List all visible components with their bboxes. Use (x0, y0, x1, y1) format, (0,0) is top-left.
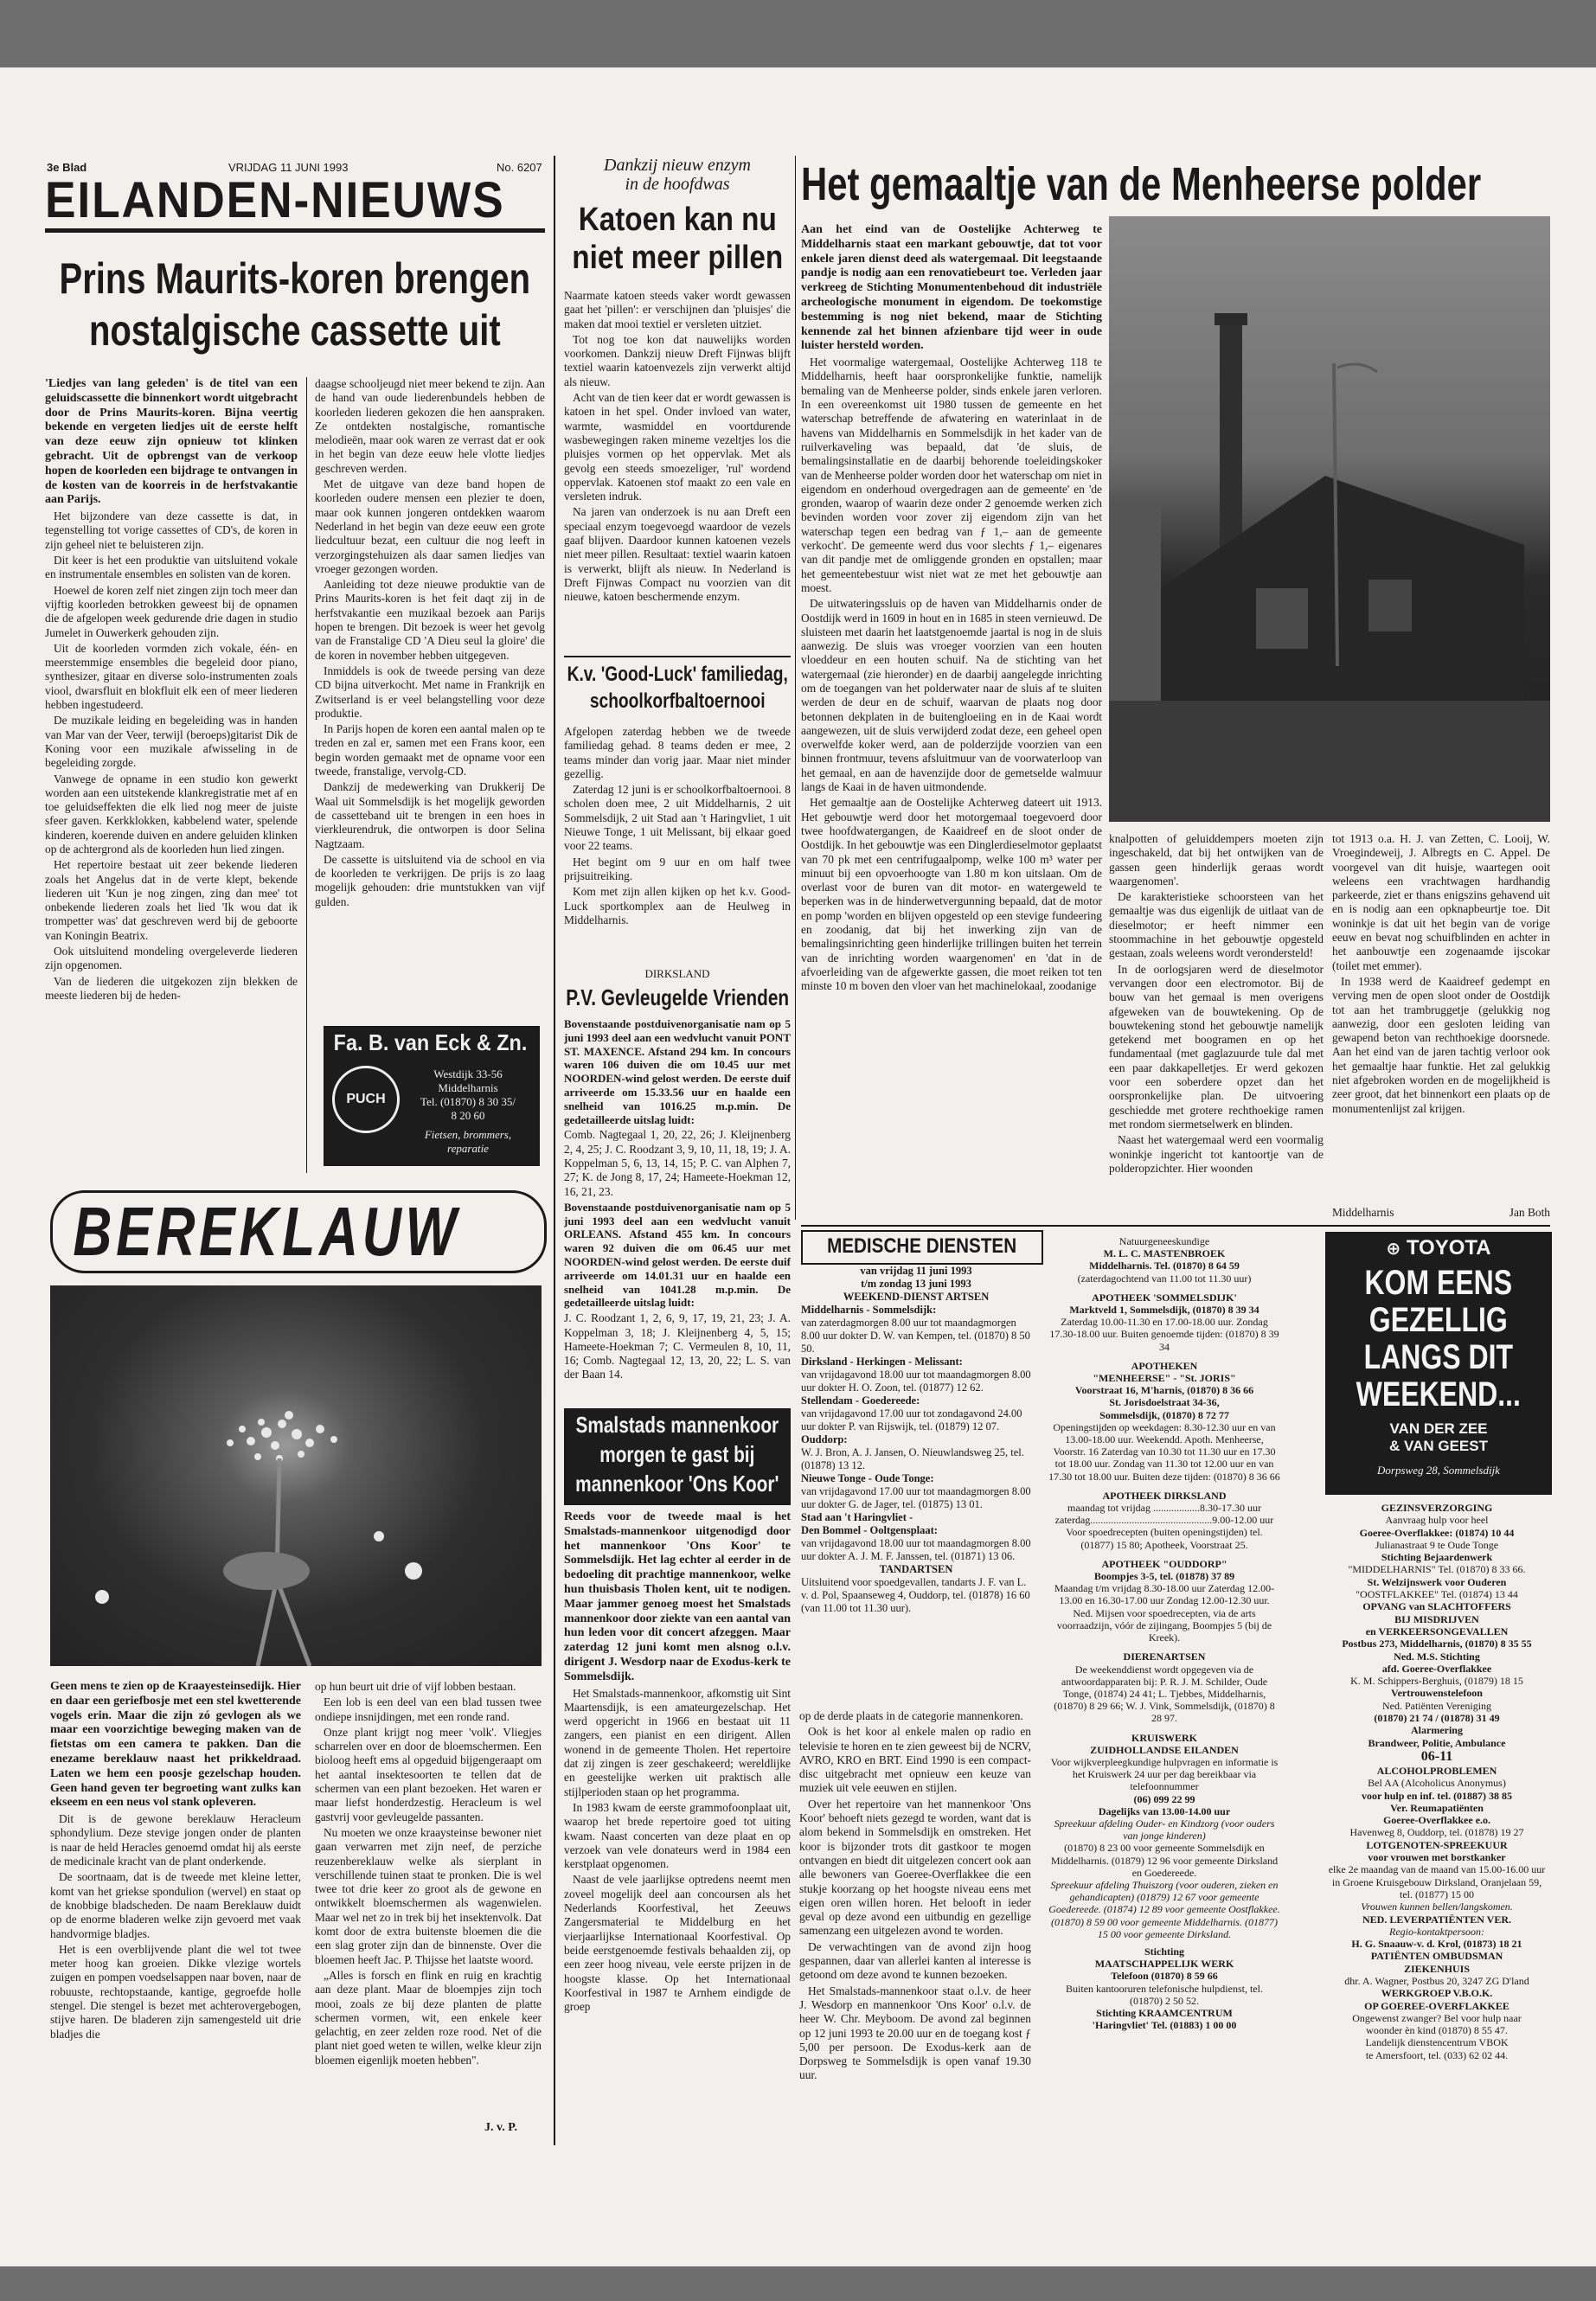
bereklauw-photo (50, 1285, 542, 1666)
smalstads-paragraph: In 1983 kwam de eerste grammofoonplaat uit, waarop het brede repertoire goed tot uiting kwam. Naast concerten van deze plaat en op verzoek van vele donateurs werd in 1984 een kerstplaat opgenomen. (564, 1800, 791, 1871)
medische-title: MEDISCHE DIENSTEN (827, 1234, 1017, 1258)
smalstads-column-2 (799, 1709, 1031, 2142)
apotheek-sommelsdijk-address: Marktveld 1, Sommelsdijk, (01870) 8 39 34 (1069, 1304, 1259, 1317)
medische-area-text: van vrijdagavond 17.00 uur tot zondagavond 24.00 uur dokter P. van Rijswijk, tel. (01879) 12 07. (801, 1407, 1022, 1433)
gezins-line: te Amersfoort, tel. (033) 62 02 44. (1365, 2048, 1509, 2061)
gezins-line: "MIDDELHARNIS" Tel. (01870) 8 33 66. (1348, 1563, 1526, 1576)
bereklauw-paragraph: Dit is de gewone bereklauw Heracleum sphondylium. Deze stevige jongen onder de planten is naar de held Heracles genoemd omdat hij als eerste de medicinale kracht van de plant onderkende. (50, 1812, 301, 1868)
smalstads-headline (564, 1408, 791, 1505)
smalstads-headline-line1: Smalstads mannenkoor (575, 1412, 779, 1438)
enzym-kicker-line1: Dankzij nieuw enzym (604, 156, 751, 175)
ad-van-eck-city: Middelharnis (438, 1081, 498, 1094)
smalstads-paragraph: Het Smalstads-mannenkoor staat o.l.v. de heer J. Wesdorp en mannenkoor 'Ons Koor' o.l.v. de heer W. Chr. Meyboom. De avond zal beginnen op 12 juni 1993 te 20.00 uur en de toegang kost ƒ 5,00 per persoon. De Exodus-kerk aan de Dorpsweg te Sommelsdijk is open vanaf 19.30 uur. (799, 1984, 1031, 2082)
bereklauw-author: J. v. P. (484, 2121, 517, 2134)
gezins-line: Ned. Patiënten Vereniging (1381, 1699, 1492, 1712)
ad-toyota (1325, 1232, 1552, 1495)
gezins-line: Aanvraag hulp voor heel (1385, 1514, 1489, 1527)
kruiswerk-phones: (01870) 8 23 00 voor gemeente Sommelsdijk en Middelharnis. (01879) 12 96 voor gemeente Dirksland en Goedereede. (1050, 1842, 1279, 1879)
kruiswerk: KRUISWERK (1131, 1731, 1197, 1744)
apotheken-address: Voorstraat 16, M'harnis, (01870) 8 36 66 (1074, 1384, 1254, 1397)
medische-area: Ouddorp: (801, 1433, 848, 1445)
kruiswerk-region: ZUIDHOLLANDSE EILANDEN (1090, 1743, 1239, 1756)
prins-paragraph: Dit keer is het een produktie van uitsluitend vokale en instrumentale ensembles en solisten van de koren. (45, 554, 298, 581)
medische-area: Middelharnis - Sommelsdijk: (801, 1304, 937, 1316)
goodluck-paragraph: Het begint om 9 uur en om half twee prijsuitreiking. (564, 855, 791, 882)
gezins-line: afd. Goeree-Overflakkee (1381, 1662, 1492, 1675)
goodluck-headline (564, 661, 791, 718)
gemaal-paragraph: Het gemaaltje aan de Oostelijke Achterweg dateert uit 1913. Het gebouwtje werd door het motorgemaal toegevoerd door twee hoofdwatergangen, de Kaaidreef en de sloot onder de Oostdijk. In het gebouwtje was een Dinglerdieselmotor geplaatst van 70 pk met een centrifugaalpomp, welke 100 m³ water per minuut bij een opvoerhoogte van 1.80 m kon uitslaan. Om de overlast voor de buren van dit motor- en watergeweld te beperken was in de hinderwetvergunning bepaald, dat de motor en pomp 'worden en blijven opgesteld op een stevige fundeering en zoodanig, dat bij het inwerking zijn van de bemalingsinrichting geen hinderlijke trillingen buiten het terrein van de inrichting worden waargenomen' en 'dat in de afvoerleiding van de afgewerkte gassen, die moet reiken tot ten minste 10 m boven den vloer van het machinelokaal, zoodanige (801, 796, 1102, 993)
medische-naturopath-phone: Middelharnis. Tel. (01870) 8 64 59 (1089, 1259, 1240, 1272)
gemaal-column-3 (1332, 832, 1550, 1204)
prins-paragraph: Dankzij de medewerking van Drukkerij De Waal uit Sommelsdijk is het mogelijk geworden de cassetteband uit te brengen in een hoes in vierkleurendruk, die ontworpen is door Selina Nagtzaam. (315, 780, 545, 850)
medische-area: Dirksland - Herkingen - Melissant: (801, 1356, 963, 1368)
gezins-line: Regio-kontaktpersoon: (1389, 1925, 1484, 1938)
bereklauw-column-1 (50, 1680, 301, 2130)
prins-headline-line1: Prins Maurits-koren brengen (59, 254, 531, 303)
gezins-line: WERKGROEP V.B.O.K. (1381, 1987, 1493, 2000)
goodluck-headline-line1: K.v. 'Good-Luck' familiedag, (567, 663, 788, 686)
gezins-line: LOTGENOTEN-SPREEKUUR (1366, 1838, 1508, 1851)
stichting-kraamcentrum-phone: 'Haringvliet' Tel. (01883) 1 00 00 (1092, 2019, 1237, 2032)
enzym-headline-line1: Katoen kan nu (578, 202, 777, 238)
kruiswerk-hours: Dagelijks van 13.00-14.00 uur (1098, 1804, 1231, 1817)
smalstads-headline-line3: mannenkoor 'Ons Koor' (575, 1471, 779, 1497)
kruiswerk-thuiszorg: Spreekuur afdeling Thuiszorg (voor ouderen, zieken en gehandicapten) (01879) 12 67 voor gemeente Goedereede. (01874) 12 89 voor gemeente Oostflakkee. (01870) 8 59 00 voor gemeente Middelharnis. (01877) 15 00 voor gemeente Dirksland. (1048, 1878, 1280, 1940)
apotheek-dirksland: APOTHEEK DIRKSLAND (1102, 1489, 1227, 1502)
medische-area-text: van vrijdagavond 17.00 uur tot maandagmorgen 8.00 uur dokter G. de Jager, tel. (01875) 13 01. (801, 1485, 1031, 1510)
gemaal-paragraph: knalpotten of geluiddempers moeten zijn ingeschakeld, dat bij het ontwijken van de gassen geen hinderlijk geraas wordt waargenomen'. (1109, 832, 1324, 888)
enzym-body (564, 289, 791, 642)
pv-results-1: Comb. Nagtegaal 1, 20, 22, 26; J. Kleijnenberg 2, 4, 25; J. C. Roodzant 3, 9, 10, 11, 18, 19; J. A. Koppelman 5, 6, 13, 14, 15; P. C. van Alphen 7, 27; K. de Jong 8, 17, 24; Hameete-Hoekman 12, 16, 21, 23. (564, 1128, 791, 1198)
gezins-line: Vertrouwenstelefoon (1391, 1687, 1483, 1700)
gezins-line: dhr. A. Wagner, Postbus 20, 3247 ZG D'land (1344, 1974, 1529, 1987)
masthead-title: EILANDEN-NIEUWS (45, 176, 505, 226)
gemaal-paragraph: In 1938 werd de Kaaidreef gedempt en verving men de open sloot onder de Oostdijk tot aan het trambruggetje (gelukkig nog aanwezig, door een gesloten leiding van gewapend beton van rechthoekige doorsnede. Aan het eind van de jaren tachtig verloor ook het gemaaltje haar funktie. Het zal gelukkig niet afgebroken worden en de mogelijkheid is zeer groot, dat het binnenkort een plaats op de monumentenlijst zal krijgen. (1332, 974, 1550, 1115)
gemaal-place: Middelharnis (1332, 1206, 1394, 1219)
gezins-line: St. Welzijnswerk voor Ouderen (1367, 1575, 1507, 1588)
prins-paragraph: Uit de koorleden vormden zich vokale, één- en meerstemmige ensembles die begeleid door piano, synthesizer, gitaar en diverse solo-instrumenten zoals viool, dwarsfluit en blokfluit elk een of meer liederen hebben ingestudeerd. (45, 641, 298, 712)
toyota-slogan-line: KOM EENS (1364, 1265, 1513, 1302)
gezins-line: Ned. M.S. Stichting (1394, 1650, 1480, 1663)
prins-lead: 'Liedjes van lang geleden' is de titel van een geluidscassette die binnenkort wordt uitgebracht door de Prins Maurits-koren. Bijna veertig bekende en vergeten liedjes uit de eerste helft van deze eeuw zijn opnieuw tot klinken gebracht. Uit de opbrengst van de verkoop hopen de koorleden een bijdrage te ontvangen in de kosten van de koorreis in de herfstvakantie aan Parijs. (45, 377, 298, 507)
bereklauw-paragraph: Een lob is een deel van een blad tussen twee ondiepe insnijdingen, met een ronde rand. (315, 1695, 542, 1723)
enzym-headline (564, 201, 791, 280)
gezins-line: voor vrouwen met borstkanker (1368, 1851, 1506, 1864)
gezins-line: OPVANG van SLACHTOFFERS (1362, 1600, 1511, 1613)
toyota-dealer-line: VAN DER ZEE (1389, 1420, 1488, 1437)
medische-area-text: van vrijdagavond 18.00 uur tot maandagmorgen 8.00 uur dokter A. J. M. F. Janssen, tel. (01871) 13 06. (801, 1537, 1031, 1562)
smalstads-paragraph: op de derde plaats in de categorie mannenkoren. (799, 1709, 1023, 1722)
goodluck-headline-line2: schoolkorfbaltoernooi (589, 689, 766, 713)
gemaal-signature (1332, 1206, 1550, 1220)
gezins-line: H. G. Snaauw-v. d. Krol, (01873) 18 21 (1351, 1938, 1522, 1951)
medische-naturopath: Natuurgeneeskundige (1118, 1235, 1210, 1247)
page-number: 3e Blad (47, 161, 87, 174)
prins-paragraph: In Parijs hopen de koren een aantal malen op te treden en zal er, samen met een Frans koor, een begin worden gemaakt met de opname voor een tweede, franstalige, vervolg-CD. (315, 722, 545, 779)
kruiswerk-number: (06) 099 22 99 (1133, 1792, 1195, 1805)
issue-number: No. 6207 (497, 161, 542, 174)
section-rule (801, 1225, 1550, 1227)
kruiswerk-spreekuur: Spreekuur afdeling Ouder- en Kindzorg (voor ouders van jonge kinderen) (1054, 1817, 1275, 1843)
smalstads-paragraph: Het Smalstads-mannenkoor, afkomstig uit Sint Maartensdijk, is een amateurgezelschap. Het werd opgericht in 1966 en bestaat uit 11 zangers, een pianist en een dirigent. Allen wonend in de gemeente Tholen. Het repertoire dat zij zingen is zeer geschakeerd; wereldlijke en geestelijke werken uit praktisch alle stijlperioden staan op het programma. (564, 1686, 791, 1798)
gezins-line: Brandweer, Politie, Ambulance (1368, 1736, 1506, 1749)
gezins-line: (01870) 21 74 / (01878) 31 49 (1374, 1712, 1500, 1725)
medische-subtitle: WEEKEND-DIENST ARTSEN (843, 1291, 990, 1303)
issue-date: VRIJDAG 11 JUNI 1993 (228, 161, 349, 174)
enzym-kicker-line2: in de hoofdwas (625, 175, 730, 194)
ad-van-eck-tagline2: reparatie (447, 1142, 489, 1155)
gezins-line: BIJ MISDRIJVEN (1394, 1612, 1479, 1625)
gemaal-column-1 (801, 223, 1102, 1221)
pv-results-2: J. C. Roodzant 1, 2, 6, 9, 17, 19, 21, 23; J. A. Koppelman 3, 18; J. Kleijnenberg 4, 5, 15; Hameete-Hoekman 7; C. Vermeulen 8, 10, 11, 16; Comb. Nagtegaal 12, 13, 20, 22; L. S. van der Baan 14. (564, 1311, 791, 1381)
prins-paragraph: daagse schooljeugd niet meer bekend te zijn. Aan de hand van oude liederenbundels hebben de koorleden liederen gekozen die hen aanspraken. Ze ontdekten nostalgische, romantische melodieën, maar ook waren ze verrast dat er ook in het begin van deze eeuw hele vlotte liedjes geschreven werden. (315, 377, 545, 475)
bereklauw-lead: Geen mens te zien op de Kraayesteinsedijk. Hier en daar een geriefbosje met een stel kwetterende vogels erin. Maar die zijn zó gevlogen als we maar een voorzichtige beweging maken van de fietstas om een camera te pakken. Dan die enezame bereklauw naast het prikkeldraad. Laten we hem een poosje gezelschap houden. Geen hand geven ter begroeting want zulks kan ekseem en een neus vol stank opleveren. (50, 1680, 301, 1810)
apotheek-ouddorp: APOTHEEK "OUDDORP" (1101, 1557, 1227, 1570)
gezins-line: K. M. Schippers-Berghuis, (01879) 18 15 (1350, 1675, 1523, 1688)
prins-paragraph: Van de liederen die uitgekozen zijn blekken de meeste liederen bij de heden- (45, 974, 298, 1002)
apotheken-address: St. Jorisdoelstraat 34-36, (1109, 1396, 1220, 1409)
stichting-phone: Telefoon (01870) 8 59 66 (1111, 1970, 1218, 1983)
toyota-brand-text: TOYOTA (1406, 1236, 1491, 1259)
smalstads-paragraph: De verwachtingen van de avond zijn hoog gespannen, daar van allerlei kanten al interesse is getoond om deze avond te kunnen bezoeken. (799, 1939, 1031, 1982)
medische-tandartsen: TANDARTSEN (879, 1563, 953, 1575)
enzym-paragraph: Acht van de tien keer dat er wordt gewassen is katoen in het spel. Onder invloed van water, warmte, wasmiddel en voortdurende wasbewegingen raken mineme vezeltjes los die pluisjes vormen op het oppervlak. Met als gevolg een steeds smoezeliger, 'rul' wordend oppervlak. Katoenen stof maakt zo een vale en versleten indruk. (564, 391, 791, 503)
gezins-line: Vrouwen kunnen bellen/langskomen. (1361, 1900, 1513, 1913)
bereklauw-title: BEREKLAUW (73, 1193, 461, 1270)
ad-van-eck-name: Fa. B. van Eck & Zn. (333, 1029, 528, 1055)
gezins-line: elke 2e maandag van de maand van 15.00-16.00 uur in Groene Kruisgebouw Dirksland, Oranjelaan 59, tel. (01877) 15 00 (1328, 1863, 1546, 1900)
dierenartsen-text: De weekenddienst wordt opgegeven via de antwoordapparaten bij: P. R. J. M. Schilder, Oude Tonge, (01874) 24 41; L. Tjebbes, Middelharnis, (01870) 8 29 66; W. J. Vink, Sommelsdijk, (01870) 8 28 97. (1054, 1663, 1275, 1725)
gezins-emergency-number: 06-11 (1420, 1748, 1453, 1764)
puch-logo-text: PUCH (346, 1092, 386, 1106)
prins-column-2 (315, 377, 545, 1009)
gezins-column (1325, 1502, 1548, 2144)
toyota-slogan-line: LANGS DIT (1363, 1338, 1514, 1376)
toyota-logo-icon: ⊕ (1386, 1240, 1401, 1259)
medische-title-box (801, 1230, 1043, 1265)
toyota-brand (1327, 1234, 1550, 1264)
stichting-hulpdienst: Buiten kantooruren telefonische hulpdienst, tel. (01870) 2 50 52. (1066, 1982, 1263, 2007)
smalstads-column-1 (564, 1510, 791, 2142)
pumping-station-illustration (1109, 216, 1550, 822)
gezins-line: Ver. Reumapatiënten (1390, 1801, 1484, 1814)
bereklauw-paragraph: „Alles is forsch en flink en ruig en krachtig aan deze plant. Maar de bloempjes zijn toch mooi, zoals ze bij deze planten de platte schermen vormen, wit, een enkele keer gelachtig, en zeer zelden roze rood. Net of die plant niet goed weten te willen, welke kleur zijn bloemen eigenlijk moeten hebben". (315, 1968, 542, 2067)
toyota-dealer-line: & VAN GEEST (1389, 1438, 1488, 1454)
dierenartsen: DIERENARTSEN (1123, 1650, 1206, 1663)
column-divider (306, 377, 307, 1173)
gezins-title: GEZINSVERZORGING (1381, 1502, 1493, 1514)
bereklauw-banner (50, 1190, 547, 1273)
medische-area: Stad aan 't Haringvliet - (801, 1511, 913, 1523)
stichting-maatschappelijk: MAATSCHAPPELIJK WERK (1094, 1958, 1234, 1971)
smalstads-headline-line2: morgen te gast bij (599, 1441, 755, 1467)
medische-area: Stellendam - Goedereede: (801, 1394, 920, 1407)
stichting-kraamcentrum: Stichting KRAAMCENTRUM (1096, 2006, 1233, 2019)
gemaal-headline: Het gemaaltje van de Menheerse polder (801, 158, 1482, 210)
toyota-address: Dorpsweg 28, Sommelsdijk (1377, 1464, 1500, 1477)
gemaal-paragraph: In de oorlogsjaren werd de dieselmotor vervangen door een electromotor. Bij de bouw van het gemaal is men overigens afgeweken van de bouwtekening. Op de bouwtekening stond het gebouwtje namelijk getekend met boogramen en op het fundamentaal (met gaglazuurde tule dal met een paar dakkapelletjes. Er werd gekozen voor een soberdere opzet dan het oorspronkelijke plan. De uitvoering geschiedde met grotere rechthoekige ramen met rondom siermetselwerk en blinden. (1109, 962, 1324, 1131)
prins-headline-line2: nostalgische cassette uit (88, 306, 501, 355)
prins-column-1 (45, 377, 298, 1173)
gemaal-paragraph: Naast het watergemaal werd een voormalig woninkje ingericht tot kantoortje van de polderopzichter. Hier woonden (1109, 1133, 1324, 1175)
medische-area: Den Bommel - Ooltgensplaat: (801, 1524, 938, 1536)
medische-area: Nieuwe Tonge - Oude Tonge: (801, 1472, 934, 1484)
gezins-line: Julianastraat 9 te Oude Tonge (1375, 1538, 1499, 1551)
gezins-line: Bel AA (Alcoholicus Anonymus) (1368, 1777, 1506, 1790)
gemaal-paragraph: De karakteristieke schoorsteen van het gemaaltje was dus eigenlijk de uitlaat van de dieselmotor; er heeft nimmer een stoommachine in het gebouwtje opgesteld gestaan, zoals weleens wordt verondersteld! (1109, 890, 1324, 960)
gezins-line: en VERKEERSONGEVALLEN (1365, 1625, 1509, 1638)
apotheken-address: Sommelsdijk, (01870) 8 72 77 (1099, 1408, 1229, 1421)
prins-paragraph: Het repertoire bestaat uit zeer bekende liederen zoals het Angelus dat in de verte klept, bekende liederen uit 'Kun je nog zingen, zing dan mee' tot onbekende liederen zoals het lied 'Ik wou dat ik trompetter was' dat geschreven werd bij de geboorte van Koningin Beatrix. (45, 858, 298, 942)
bereklauw-paragraph: Het is een overblijvende plant die wel tot twee meter hoog kan groeien. Dikke vlezige wortels zuigen en pompen voedselsappen naar boven, naar de robuuste, rechtopstaande, kantige, gegroefde holle stengel. Die stengel is bezet met achterovergebogen, stijve haren. De bladeren zijn samengesteld uit drie bladjes die (50, 1942, 301, 2041)
prins-paragraph: Inmiddels is ook de tweede persing van deze CD bijna uitverkocht. Met name in Frankrijk en Zwitserland is er veel belangstelling voor deze produktie. (315, 663, 545, 720)
medische-area-text: van vrijdagavond 18.00 uur tot maandagmorgen 8.00 uur dokter H. O. Zoon, tel. (01877) 12 62. (801, 1368, 1031, 1394)
gezins-line: PATIËNTEN OMBUDSMAN (1370, 1950, 1503, 1963)
medische-area-text: van zaterdagmorgen 8.00 uur tot maandagmorgen 8.00 uur dokter D. W. van Kempen, tel. (01870) 8 50 50. (801, 1317, 1030, 1355)
page-divider (554, 156, 555, 2145)
prins-paragraph: De muzikale leiding en begeleiding was in handen van Mar van der Veer, terwijl (beroeps)gitarist Dik de Koning voor een muzikale afwisseling in de begeleiding zorgde. (45, 714, 298, 770)
kruiswerk-text: Voor wijkverpleegkundige hulpvragen en informatie is het Kruiswerk 24 uur per dag bereikbaar via telefoonnummer (1050, 1755, 1279, 1793)
gemaal-headline-wrap (801, 156, 1550, 213)
enzym-paragraph: Naarmate katoen steeds vaker wordt gewassen gaat het 'pillen': er verschijnen dan 'pluisjes' die maken dat mooi textiel er versleten uitziet. (564, 289, 791, 330)
pv-body (564, 1017, 791, 1398)
goodluck-paragraph: Zaterdag 12 juni is er schoolkorfbaltoernooi. 8 scholen doen mee, 2 uit Middelharnis, 2 uit Sommelsdijk, 2 uit Stad aan 't Haringvliet, 1 uit Nieuwe Tonge, 1 uit Melissant, bij elkaar goed voor 22 teams. (564, 783, 791, 853)
masthead-rule (45, 228, 545, 233)
gezins-line: NED. LEVERPATIËNTEN VER. (1362, 1913, 1512, 1926)
gezins-line: Landelijk dienstencentrum VBOK (1365, 2036, 1509, 2049)
prins-paragraph: Het bijzondere van deze cassette is dat, in tegenstelling tot vorige cassettes of CD's, de koren in zijn geheel niet te beluisteren zijn. (45, 510, 298, 551)
gezins-line: Goeree-Overflakkee: (01874) 10 44 (1359, 1526, 1515, 1539)
toyota-slogan-line: WEEKEND... (1356, 1375, 1521, 1413)
pv-headline-wrap (564, 983, 791, 1012)
medische-area-text: W. J. Bron, A. J. Jansen, O. Nieuwlandsweg 25, tel. (01878) 13 12. (801, 1446, 1024, 1471)
gezins-line: Havenweg 8, Ouddorp, tel. (01878) 19 27 (1349, 1826, 1524, 1839)
prins-paragraph: Hoewel de koren zelf niet zingen zijn toch meer dan vijftig koorleden betrokken geweest bij de opnamen die de afgelopen week gedurende drie dagen in studio Jumelet in Ouwerkerk gehouden zijn. (45, 583, 298, 639)
gemaal-column-2 (1109, 832, 1324, 1221)
apotheek-sommelsdijk: APOTHEEK 'SOMMELSDIJK' (1092, 1291, 1237, 1304)
gezins-line: ZIEKENHUIS (1403, 1962, 1471, 1975)
hogweed-illustration (50, 1285, 542, 1666)
pv-lead-1: Bovenstaande postduivenorganisatie nam op 5 juni 1993 deel aan een wedvlucht vanuit PONT ST. MAXENCE. Afstand 294 km. In concours waren 106 duiven die om 10.45 uur met NOORDEN-wind gelost werden. De eerste duif arriveerde om 15.33.56 uur en haalde een snelheid van 1016.25 m.p.min. De gedetailleerde uitslag luidt: (564, 1017, 791, 1126)
apotheken-hours: Openingstijden op weekdagen: 8.30-12.30 uur en van 13.00-18.00 uur. Weekendd. Apoth. Menheerse, Voorstr. 16 Zaterdag van 10.30 tot 11.30 uur en 17.30 tot 18.00 uur. Zondag van 11.30 tot 12.00 uur en van 17.30 tot 18.00 uur. Buiten deze tijden: (01870) 8 36 66 (1048, 1420, 1280, 1483)
medische-column-1 (801, 1265, 1031, 1715)
toyota-slogan (1327, 1265, 1550, 1413)
ad-van-eck-phone: Tel. (01870) 8 30 35/ (420, 1095, 516, 1108)
gezins-line: Ongewenst zwanger? Bel voor hulp naar (1352, 2011, 1522, 2024)
gemaal-lead: Aan het eind van de Oostelijke Achterweg te Middelharnis staat een markant gebouwtje, dat tot voor enkele jaren dienst deed als watergemaal. Dit leegstaande pandje is nodig aan een renovatiebeurt toe. Verleden jaar verkreeg de Stichting Monumentenbehoud dit industriële archeologische monument in eigendom. De toekomstige bestemming is nog niet bekend, maar de Stichting kennende zal het binnen afzienbare tijd weer in oude luister hersteld worden. (801, 223, 1102, 353)
medische-naturopath-name: M. L. C. MASTENBROEK (1103, 1247, 1226, 1260)
enzym-paragraph: Na jaren van onderzoek is nu aan Dreft een speciaal enzym toegevoegd waardoor de vezels gaaf blijven. Daardoor kunnen katoenen vezels niet meer pillen. Resultaat: textiel waarin katoen is verwerkt, blijft als nieuw. In Nederland is Dreft Fijnwas Compact nu voorzien van dit nieuwe, katoen beschermende enzym. (564, 505, 791, 604)
apotheek-sommelsdijk-hours: Zaterdag 10.00-11.30 en 17.00-18.00 uur. Zondag 17.30-18.00 uur. Buiten genoemde tijden: (01870) 8 39 34 (1049, 1316, 1279, 1353)
bereklauw-paragraph: op hun beurt uit drie of vijf lobben bestaan. (315, 1680, 516, 1693)
medische-tandartsen-text: Uitsluitend voor spoedgevallen, tandarts J. F. van L. v. d. Pol, Spaanseweg 4, Ouddorp, tel. (01878) 16 60 (van 11.00 tot 11.30 uur). (801, 1576, 1030, 1614)
gezins-line: woonder èn kind (01870) 8 55 47. (1366, 2024, 1508, 2037)
apotheek-ouddorp-address: Boompjes 3-5, tel. (01878) 37 89 (1093, 1570, 1235, 1583)
prins-paragraph: Aanleiding tot deze nieuwe produktie van de Prins Maurits-koren is het feit daqt zij in de herfstvakantie een muzikaal bezoek aan Parijs hopen te brengen. Dit bezoek is weer het gevolg van de Franstalige CD 'A Dieu seul la gloire' die de koren in november hebben uitgegeven. (315, 578, 545, 662)
prins-paragraph: Met de uitgave van deze band hopen de koorleden oudere mensen een plezier te doen, maar ook kunnen jongeren ontdekken waarom Nederland in het begin van deze eeuw een grote liedcultuur bezat, een cultuur die nog leeft in verzorgingstehuizen als daar samen liedjes van vroeger gezongen worden. (315, 478, 545, 575)
pv-headline: P.V. Gevleugelde Vrienden (566, 984, 790, 1010)
prins-paragraph: Vanwege de opname in een studio kon gewerkt worden aan een uitstekende klankregistratie met af en toe geluidseffekten die elk lied nog meer de juiste sfeer gaven. Kerkklokken, kabbelend water, spelende kinderen, koerende duiven en andere geluiden klinken op de achtergrond als de koorleden hun lied zingen. (45, 772, 298, 856)
gezins-line: Goeree-Overflakkee e.o. (1382, 1814, 1491, 1827)
medische-naturopath-hours: (zaterdagochtend van 11.00 tot 11.30 uur) (1077, 1272, 1252, 1285)
gemaal-photo (1109, 216, 1550, 822)
pv-kicker: DIRKSLAND (644, 967, 710, 980)
gezins-line: OP GOEREE-OVERFLAKKEE (1364, 1999, 1509, 2012)
gezins-line: Stichting Bejaardenwerk (1381, 1551, 1493, 1564)
ad-van-eck-address: Westdijk 33-56 (433, 1067, 503, 1080)
prins-headline (45, 253, 545, 365)
goodluck-paragraph: Kom met zijn allen kijken op het k.v. Good-Luck sportkomplex aan de Heulweg in Middelharnis. (564, 885, 791, 926)
gemaal-author: Jan Both (1509, 1206, 1550, 1219)
gemaal-paragraph: Het voormalige watergemaal, Oostelijke Achterweg 118 te Middelharnis, heeft haar oorspronkelijke funktie, namelijk bemaling van de Menheerse polder, sinds enkele jaren verloren. In een overeenkomst uit 1980 tussen de gemeente en het waterschap betreffende de afwatering en waterinlaat in de havens van Middelharnis en Sommelsdijk in het kader van de ruilverkaveling was bepaald, dat 'de sluis, de bemalingsinstallatie en de daarbij behorende toeleidingskoker van de Menheerse polder worden door het waterschap om niet in eigendom en onderhoud overgedragen aan de gemeente' en 'de gronden, waarop of waarin deze onder 2 genoemde werken zich bevinden worden voor zover zij eigendom zijn van het waterschap tegen een bedrag van ƒ 1,– aan de gemeente verkocht'. De gemeente werd dus voor slechts ƒ 1,– eigenares van dit pandje met de omliggende gronden en opstallen; maar het gemeentebestuur wist niet wat ze met het gebouwtje aan moest. (801, 356, 1102, 594)
gezins-line: Postbus 273, Middelharnis, (01870) 8 35 55 (1342, 1638, 1532, 1650)
prins-paragraph: De cassette is uitsluitend via de school en via de koorleden te verkrijgen. De prijs is zo laag mogelijk gehouden: drie muntstukken van vijf gulden. (315, 852, 545, 908)
smalstads-lead: Reeds voor de tweede maal is het Smalstads-mannenkoor uitgenodigd door het mannenkoor 'Ons Koor' te Sommelsdijk. Het lag echter al eerder in de bedoeling dit prachtige mannenkoor, welke hun thuisbasis Tholen kent, uit te nodigen. Maar jammer genoeg moest het Smalstads mannenkoor door ziekte van een aantal van hun leden voor dit concert afzeggen. Maar zaterdag 12 juni komt men alsnog o.l.v. dirigent J. Wesdorp naar de Exodus-kerk te Sommelsdijk. (564, 1510, 791, 1683)
stichting: Stichting (1144, 1945, 1184, 1958)
bereklauw-paragraph: Onze plant krijgt nog meer 'volk'. Vliegjes scharrelen over en door de bloemschermen. Een bioloog heeft ems al opgeduid bijgengeraapt om het aantal insektesoorten te tellen dat de schermen van een plant bezoeken. Het waren er maar liefst honderdzestig. Heracleum is wel gastvrij voor gevleugelde passanten. (315, 1725, 542, 1823)
toyota-slogan-line: GEZELLIG (1368, 1301, 1508, 1339)
section-rule (564, 656, 791, 657)
enzym-headline-line2: niet meer pillen (572, 240, 784, 276)
apotheek-ouddorp-hours: Maandag t/m vrijdag 8.30-18.00 uur Zaterdag 12.00-13.00 en 16.30-17.00 uur Zondag 12.00-12.30 uur. Ned. Mijsen voor spoedrecepten, via de arts voorraadzijn, vóór de zijingang, Boompjes 5 (bij de Kreek). (1054, 1582, 1275, 1644)
bereklauw-paragraph: De soortnaam, dat is de tweede met kleine letter, komt van het griekse spondulion (wervel) en staat op de knobbige bladscheden. De naam Bereklauw duidt op de enorme bladeren welke zijn gevoerd met vaak handvormige bladjes. (50, 1870, 301, 1940)
smalstads-paragraph: Over het repertoire van het mannenkoor 'Ons Koor' behoeft niets gezegd te worden, want dat is alom bekend in Sommelsdijk en omstreken. Het koor is bijzonder trots dit gastkoor te mogen ontvangen en biedt dit uitgelezen concert ook aan alle bewoners van Goeree-Overflakkee die een stukje koorzang op het hoogste niveau eens met eigen oren willen horen. Het belooft in ieder geval op deze avond een uitbundig en gezellige samenzang een uitgelezen avond te worden. (799, 1797, 1031, 1938)
goodluck-body (564, 725, 791, 938)
ad-van-eck-phone2: 8 20 60 (451, 1109, 485, 1122)
ad-van-eck (324, 1026, 540, 1166)
gezins-line: Alarmering (1411, 1724, 1463, 1737)
enzym-kicker (564, 156, 791, 194)
puch-logo (332, 1066, 400, 1133)
goodluck-paragraph: Afgelopen zaterdag hebben we de tweede familiedag gehad. 8 teams deden er mee, 2 teams minder dan vorig jaar. Maar niet minder gezellig. (564, 725, 791, 780)
apotheken-names: "MENHEERSE" - "St. JORIS" (1093, 1372, 1236, 1385)
bereklauw-paragraph: Nu moeten we onze kraaysteinse bewoner niet gaan verwarren met zijn neef, de perziche reuzenbereklauw welke als sierplant in verschillende tuinen staat te pronken. Die is wel twee tot drie keer zo groot als de gewone en ontwikkelt bloemschermen als wagenwielen. Maar wel net zo in trek bij het insektenvolk. Dat komt door de extra buitenste bloemen die die een slag groter zijn dan de binnenste. Over die bloemen heeft Jac. P. Thijsse het laatste woord. (315, 1825, 542, 1966)
gezins-line: "OOSTFLAKKEE" Tel. (01874) 13 44 (1356, 1588, 1518, 1601)
smalstads-paragraph: Naast de vele jaarlijkse optredens neemt men zoveel mogelijk deel aan concoursen als het Nederlands Koorfestival, het Zeeuws Zangersmaterial te Middelburg en het vierjaarlijkse Internationaal Koorfestival. Op beide eerstgenoemde festivals behaalden zij, op een zeer hoog niveau, vele eerste prijzen in de hoogste klasse. Op het Internationaal Koorfestival in 1987 te Arnhem eindigde de groep (564, 1873, 791, 2014)
prins-paragraph: Ook uitsluitend mondeling overgeleverde liederen zijn opgenomen. (45, 945, 298, 972)
medische-date-to: t/m zondag 13 juni 1993 (861, 1278, 971, 1290)
masthead-title-wrap (45, 176, 545, 226)
medische-date-from: van vrijdag 11 juni 1993 (860, 1265, 972, 1277)
enzym-paragraph: Tot nog toe kon dat nauwelijks worden voorkomen. Dankzij nieuw Dreft Fijnwas blijft textiel waarin katoenvezels zijn verwerkt altijd als nieuw. (564, 332, 791, 388)
pv-lead-2: Bovenstaande postduivenorganisatie nam op 5 juni 1993 deel aan een wedvlucht vanuit ORLEANS. Afstand 455 km. In concours waren 92 duiven die om 06.45 uur met NOORDEN-wind gelost werden. De eerste duif arriveerde om 14.01.31 uur en haalde een snelheid van 1041.28 m.p.min. De gedetailleerde uitslag luidt: (564, 1200, 791, 1310)
ad-van-eck-tagline: Fietsen, brommers, (424, 1128, 512, 1141)
toyota-dealer (1327, 1420, 1550, 1455)
gezins-line: ALCOHOLPROBLEMEN (1376, 1764, 1497, 1777)
bereklauw-column-2 (315, 1680, 542, 2130)
apotheek-dirksland-hours: maandag tot vrijdag ..................8.30-17.30 uur zaterdag...............................................9.00-12.00 uur Voor spoedrecepten (buiten openingstijden) tel. (01877) 15 80; Apotheek, Voorstraat 25. (1054, 1502, 1274, 1551)
ad-van-eck-contact (403, 1067, 533, 1156)
gemaal-paragraph: De uitwateringssluis op de haven van Middelharnis onder de Oostdijk werd in 1609 in hout en in 1685 in steen vernieuwd. De sluisteen met daarin het laatstgenoemde jaartal is nog in de sluis aanwezig. De sluis was vroeger voorzien van een houten vloeddeur en een houten schuif. Na de stichting van het watergemaal (zie hieronder) en de daarbij aangelegde inrichting om de toegangen van het polderwater naar de sluis af te sluiten werden de deur en de schuif, waarvan de plaats nog door betonnen dekplaten in de buitengloeiing en in de Kaai wordt aangewezen, uit de sluis verwijderd zodat deze, een geheel open overwelfde koker werd, aan de polderzijde voorzien van een binnen frontmuur, tevens afsluitmuur van de voorwaterloop van het gemaal, en aan de havenzijde door de gemetselde walmuur langs de Kaai in de haven uitmondende. (801, 597, 1102, 794)
gezins-line: voor hulp en inf. tel. (01887) 38 85 (1361, 1789, 1513, 1802)
smalstads-paragraph: Ook is het koor al enkele malen op radio en televisie te horen en te zien geweest bij de NCRV, AVRO, KRO en BRT. Eind 1990 is een compact-disc uitgebracht met opnieuw een keuze van muziek uit vele eeuwen en stijlen. (799, 1725, 1031, 1795)
column-divider (795, 156, 796, 1220)
apotheken-title: APOTHEKEN (1131, 1359, 1198, 1372)
medische-column-2 (1048, 1235, 1280, 2152)
gemaal-paragraph: tot 1913 o.a. H. J. van Zetten, C. Looij, W. Vroegindeweij, J. Albregts en C. Appel. De voorgevel van dit huisje, waartegen ooit weleens een vrachtwagen hardhandig parkeerde, ziet er thans enigszins gehavend uit en is nodig aan een opknapbeurtje toe. Dit woninkje is dat uit het begin van de vorige eeuw en bevat nog schuifblinden en achter in het aanbouwtje een zogenaamde ijscokar (toilet met emmer). (1332, 832, 1550, 972)
